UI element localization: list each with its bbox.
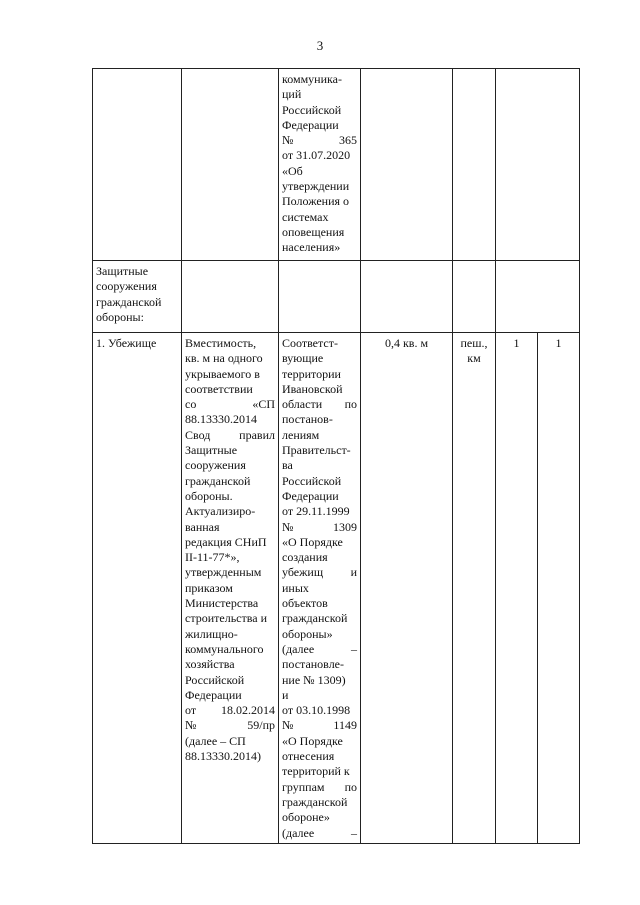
text-line: II-11-77*», (185, 550, 240, 565)
cell-empty (453, 261, 496, 333)
text-line: обороны» (282, 626, 333, 641)
text-line: Соответст- (282, 336, 338, 350)
text-line: (далее – (282, 825, 357, 840)
cell-empty (496, 69, 580, 261)
text-line: убежищ и (282, 565, 357, 580)
text-line: иных (282, 580, 309, 595)
indicator-text (185, 336, 275, 764)
text-line: коммунального (185, 641, 264, 656)
text-line: Ивановской (282, 381, 343, 396)
cell-empty (182, 69, 279, 261)
cell-empty (453, 69, 496, 261)
col7-value: 1 (555, 336, 562, 350)
cell-col7 (538, 333, 580, 844)
cell-indicator (182, 333, 279, 844)
text-line: территорий к (282, 764, 350, 779)
text-line: вующие (282, 351, 324, 366)
text-line: от 29.11.1999 (282, 504, 350, 519)
text-line: от 18.02.2014 (185, 703, 275, 718)
text-line: постанов- (282, 412, 333, 427)
text-line: «О Порядке (282, 733, 343, 748)
text-line: (далее – (282, 641, 357, 656)
text-line: Свод правил (185, 427, 275, 442)
text-line: создания (282, 550, 328, 565)
text-line: Актуализиро- (185, 504, 256, 519)
text-line: «Об (282, 163, 303, 178)
cell-value (361, 333, 453, 844)
text-line: строительства и (185, 611, 267, 626)
text-line: гражданской (185, 473, 251, 488)
cell-unit (453, 333, 496, 844)
cell-empty (361, 69, 453, 261)
cell-empty (93, 69, 182, 261)
text-line: Положения о (282, 194, 350, 209)
text-line: сооружения (96, 279, 157, 294)
text-line: отнесения (282, 749, 335, 764)
text-line: Вместимость, (185, 336, 257, 350)
cell-empty (182, 261, 279, 333)
cell-empty (361, 261, 453, 333)
text-line: и (282, 687, 289, 702)
section-title (96, 264, 178, 325)
unit-text (456, 336, 492, 367)
text-line: от 03.10.1998 (282, 703, 351, 718)
text-line: обороны: (96, 309, 144, 324)
text-line: «О Порядке (282, 534, 343, 549)
text-line: ванная (185, 519, 220, 534)
cell-legal-basis (279, 333, 361, 844)
shelter-name: 1. Убежище (96, 336, 157, 350)
text-line: Защитные (96, 264, 149, 278)
text-line: приказом (185, 580, 233, 595)
table-row-section (93, 261, 580, 333)
text-line: жилищно- (185, 626, 238, 641)
cell-col6 (496, 333, 538, 844)
col6-value: 1 (513, 336, 520, 350)
cell-empty (279, 261, 361, 333)
cell-legal-basis-continued (279, 69, 361, 261)
text-line: обороне» (282, 810, 330, 825)
text-line: ций (282, 87, 302, 102)
text-line: утверждении (282, 179, 350, 194)
text-line: Правительст- (282, 443, 351, 458)
table-row-continued (93, 69, 580, 261)
text-line: редакция СНиП (185, 534, 267, 549)
text-line: постановле- (282, 657, 345, 672)
text-line: Российской (185, 672, 245, 687)
text-line: группам по (282, 779, 357, 794)
regulation-table (92, 68, 580, 844)
text-line: населения» (282, 240, 341, 255)
text-line: ние № 1309) (282, 672, 346, 687)
text-line: области по (282, 397, 357, 412)
text-line: оповещения (282, 224, 345, 239)
text-line: № 59/пр (185, 718, 275, 733)
cell-section-title (93, 261, 182, 333)
text-line: кв. м на одного (185, 351, 263, 366)
text-line: ва (282, 458, 293, 473)
table-row-shelter (93, 333, 580, 844)
text-line: лениям (282, 427, 320, 442)
value: 0,4 кв. м (384, 336, 429, 350)
cell-shelter-name (93, 333, 182, 844)
text-line: коммуника- (282, 72, 342, 86)
text-line: от 31.07.2020 (282, 148, 351, 163)
text-line: укрываемого в (185, 366, 260, 381)
text-line: Федерации (282, 117, 339, 132)
legal-basis-text (282, 336, 357, 841)
text-line: со «СП (185, 397, 275, 412)
text-line: № 365 (282, 133, 357, 148)
text-line: гражданской (96, 294, 162, 309)
text-line: Российской (282, 102, 342, 117)
text-line: 88.13330.2014) (185, 749, 261, 764)
text-line: Федерации (282, 488, 339, 503)
text-line: Российской (282, 473, 342, 488)
text-line: Защитные (185, 443, 238, 458)
text-line: Министерства (185, 596, 259, 611)
text-line: Федерации (185, 687, 242, 702)
text-line: № 1149 (282, 718, 357, 733)
text-line: 88.13330.2014 (185, 412, 257, 427)
text-line: утвержденным (185, 565, 262, 580)
text-line: объектов (282, 596, 328, 611)
text-line: пеш., (460, 336, 488, 350)
text-line: соответствии (185, 381, 253, 396)
text-line: сооружения (185, 458, 246, 473)
text-line: км (467, 351, 481, 366)
page-number: 3 (316, 38, 324, 53)
legal-basis-text (282, 72, 357, 256)
text-line: хозяйства (185, 657, 235, 672)
cell-empty (496, 261, 580, 333)
text-line: гражданской (282, 794, 348, 809)
text-line: обороны. (185, 488, 233, 503)
text-line: (далее – СП (185, 733, 246, 748)
text-line: гражданской (282, 611, 348, 626)
text-line: № 1309 (282, 519, 357, 534)
text-line: территории (282, 366, 341, 381)
text-line: системах (282, 209, 329, 224)
